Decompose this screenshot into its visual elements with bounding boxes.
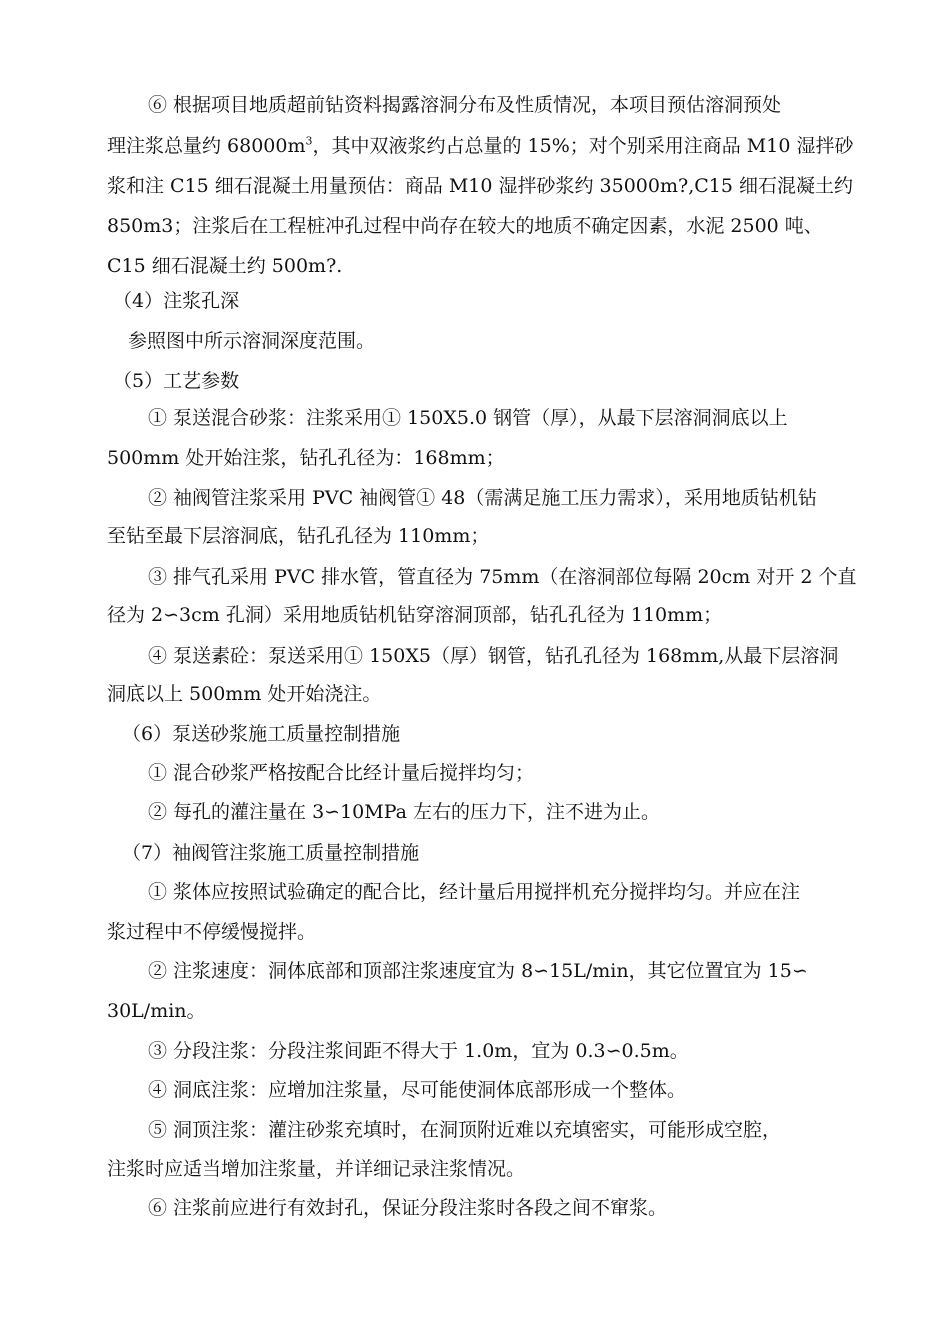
- superscript: 3: [305, 134, 313, 148]
- paragraph-line: 注浆时应适当增加注浆量，并详细记录注浆情况。: [107, 1158, 526, 1180]
- paragraph-line: ④ 泵送素砼：泵送采用① 150X5（厚）钢管，钻孔孔径为 168mm,从最下层溶洞: [148, 645, 839, 667]
- section-heading: （6）泵送砂浆施工质量控制措施: [122, 723, 401, 745]
- paragraph-line: C15 细石混凝土约 500m?.: [107, 255, 343, 277]
- paragraph-line: 参照图中所示溶洞深度范围。: [128, 330, 376, 352]
- paragraph-line: ② 每孔的灌注量在 3∽10MPa 左右的压力下，注不进为止。: [148, 801, 661, 823]
- paragraph-line: 至钻至最下层溶洞底，钻孔孔径为 110mm；: [107, 525, 490, 547]
- paragraph-line: ③ 分段注浆：分段注浆间距不得大于 1.0m，宜为 0.3∽0.5m。: [148, 1040, 689, 1062]
- paragraph-line: 洞底以上 500mm 处开始浇注。: [107, 683, 382, 705]
- section-heading: （4）注浆孔深: [113, 290, 240, 312]
- paragraph-line: 500mm 处开始注浆，钻孔孔径为：168mm；: [107, 447, 505, 469]
- paragraph-line: 浆过程中不停缓慢搅拌。: [107, 921, 317, 943]
- text-span: ，其中双液浆约占总量的 15%；对个别采用注商品 M10 湿拌砂: [312, 135, 854, 157]
- paragraph-line: ⑥ 根据项目地质超前钻资料揭露溶洞分布及性质情况，本项目预估溶洞预处: [148, 94, 782, 116]
- paragraph-line: 径为 2∽3cm 孔洞）采用地质钻机钻穿溶洞顶部，钻孔孔径为 110mm；: [107, 604, 723, 626]
- paragraph-line: ④ 洞底注浆：应增加注浆量，尽可能使洞体底部形成一个整体。: [148, 1079, 687, 1101]
- paragraph-line: ⑥ 注浆前应进行有效封孔，保证分段注浆时各段之间不窜浆。: [148, 1197, 668, 1219]
- paragraph-line: ① 浆体应按照试验确定的配合比，经计量后用搅拌机充分搅拌均匀。并应在注: [148, 881, 801, 903]
- paragraph-line: ① 混合砂浆严格按配合比经计量后搅拌均匀；: [148, 762, 535, 784]
- section-heading: （5）工艺参数: [113, 370, 240, 392]
- paragraph-line: ① 泵送混合砂浆：注浆采用① 150X5.0 钢管（厚），从最下层溶洞洞底以上: [148, 407, 788, 429]
- paragraph-line: ⑤ 洞顶注浆：灌注砂浆充填时，在洞顶附近难以充填密实，可能形成空腔，: [148, 1119, 782, 1141]
- paragraph-line: [0, 133, 950, 159]
- paragraph-line: 浆和注 C15 细石混凝土用量预估：商品 M10 湿拌砂浆约 35000m?,C15 细石混凝土约: [107, 175, 853, 197]
- text-span: 理注浆总量约 68000m: [107, 135, 306, 157]
- paragraph-line: ② 袖阀管注浆采用 PVC 袖阀管① 48（需满足施工压力需求），采用地质钻机钻: [148, 487, 817, 509]
- paragraph-line: ③ 排气孔采用 PVC 排水管，管直径为 75mm（在溶洞部位每隔 20cm 对开 2 个直: [148, 566, 857, 588]
- paragraph-line: 30L/min。: [107, 1000, 206, 1022]
- paragraph-line: ② 注浆速度：洞体底部和顶部注浆速度宜为 8∽15L/min，其它位置宜为 15∽: [148, 960, 808, 982]
- section-heading: （7）袖阀管注浆施工质量控制措施: [122, 842, 420, 864]
- paragraph-line: 850m3；注浆后在工程桩冲孔过程中尚存在较大的地质不确定因素，水泥 2500 吨、: [107, 215, 823, 237]
